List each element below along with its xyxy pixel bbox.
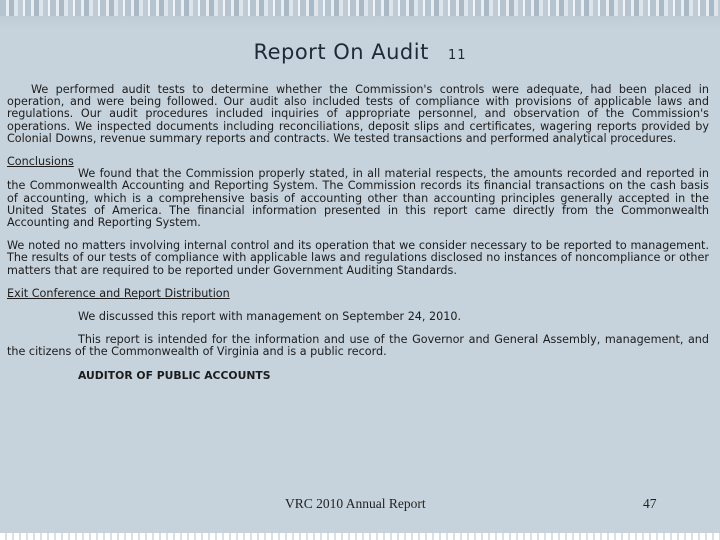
decorative-top-stripes xyxy=(0,0,720,16)
footer-page-number: 47 xyxy=(643,496,657,511)
report-body xyxy=(7,84,709,382)
exit-conference-heading: Exit Conference and Report Distribution xyxy=(7,286,230,300)
auditor-signature: AUDITOR OF PUBLIC ACCOUNTS xyxy=(78,368,271,382)
intro-paragraph: We performed audit tests to determine whether the Commission's controls were adequate, had been placed in operation, and were being followed. Our audit also included tests of compliance with provisions of applicable laws and regulations. Our audit procedures included inquiries of appropriate personnel, and observation of the Commission's operations. We inspected documents including reconciliations, deposit slips and certificates, wagering reports provided by Colonial Downs, revenue summary reports and contracts. We tested transactions and performed analytical procedures. xyxy=(7,83,709,145)
decorative-top-fade xyxy=(0,16,720,30)
decorative-bottom-strip xyxy=(0,533,720,540)
conclusions-heading: Conclusions xyxy=(7,155,74,169)
exit-discussion-paragraph: We discussed this report with management on September 24, 2010. xyxy=(78,310,462,324)
slide-footer xyxy=(0,496,720,516)
slide-title-text: Report On Audit xyxy=(253,40,429,64)
conclusions-paragraph: We found that the Commission properly stated, in all material respects, the amounts recorded and reported in the Commonwealth Accounting and Reporting System. The Commission records its financial transactions on the cash basis of accounting, which is a comprehensive basis of accounting other than accounting principles generally accepted in the United States of America. The financial information presented in this report came directly from the Commonwealth Accounting and Reporting System. xyxy=(7,167,709,230)
footer-report-name: VRC 2010 Annual Report xyxy=(285,496,426,511)
distribution-paragraph: This report is intended for the information and use of the Governor and General Assembly, management, and the citizens of the Commonwealth of Virginia and is a public record. xyxy=(7,333,709,359)
slide-title-number: 11 xyxy=(448,48,467,63)
internal-control-paragraph: We noted no matters involving internal control and its operation that we consider necessary to be reported to management. The results of our tests of compliance with applicable laws and regulations disclosed no instances of noncompliance or other matters that are required to be reported under Government Auditing Standards. xyxy=(7,239,709,277)
slide-title xyxy=(0,40,720,64)
